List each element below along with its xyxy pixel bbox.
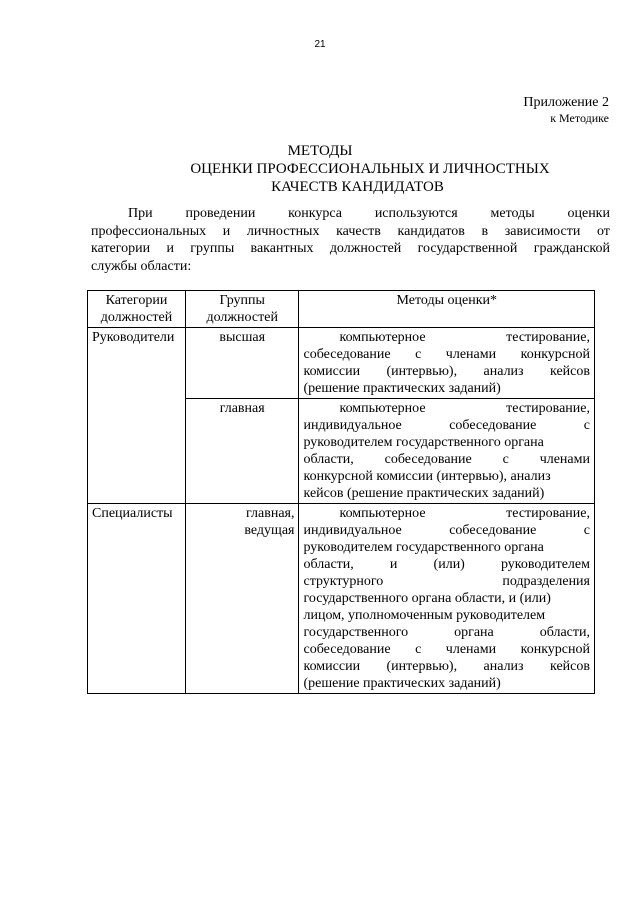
word: собеседование — [303, 347, 391, 362]
word: с — [502, 452, 509, 467]
methods-line — [303, 346, 590, 363]
word: тестирование, — [506, 330, 590, 345]
word: компьютерное — [339, 330, 426, 345]
word: конкурсной — [520, 347, 590, 362]
header-category-line-1: Категории — [105, 293, 168, 308]
word: комиссии — [303, 659, 361, 674]
methods-line — [303, 417, 590, 434]
word: членами — [445, 642, 497, 657]
methods-cell — [299, 399, 595, 504]
word: органа — [454, 625, 494, 640]
word: тестирование, — [506, 506, 590, 521]
word: вакантных — [250, 241, 314, 256]
word: с — [583, 523, 590, 538]
group-cell — [185, 504, 299, 694]
word: конкурса — [288, 206, 342, 221]
title-line-1: МЕТОДЫ — [287, 143, 353, 159]
methods-line — [303, 573, 590, 590]
word: должностей — [329, 241, 402, 256]
word: тестирование, — [506, 401, 590, 416]
word: и — [222, 223, 231, 239]
word: кейсов — [550, 364, 590, 379]
methods-cell — [299, 328, 595, 399]
page-number: 21 — [314, 39, 326, 50]
word: кейсов (решение практических заданий) — [303, 486, 545, 501]
methods-line — [303, 468, 590, 485]
word: конкурсной комиссии (интервью), анализ — [303, 469, 551, 484]
word: с — [415, 642, 422, 657]
word: компьютерное — [339, 506, 426, 521]
methods-line — [303, 400, 590, 417]
header-category — [88, 291, 186, 328]
word: методы — [490, 206, 535, 221]
word: (интервью), — [386, 364, 458, 379]
word: собеседование — [449, 418, 537, 433]
intro-line — [91, 240, 610, 258]
title-line-3: КАЧЕСТВ КАНДИДАТОВ — [271, 179, 444, 195]
methods-line — [303, 380, 590, 397]
word: анализ — [483, 659, 524, 674]
category-cell: Специалисты — [88, 504, 186, 694]
word: категории — [91, 241, 151, 256]
word: индивидуальное — [303, 418, 402, 433]
word: руководителем государственного органа — [303, 540, 544, 555]
word: руководителем государственного органа — [303, 435, 544, 450]
document-title — [0, 142, 640, 196]
methods-line — [303, 539, 590, 556]
word: группы — [190, 241, 235, 256]
intro-line — [91, 223, 610, 241]
word: области, — [303, 557, 354, 572]
methods-line — [303, 329, 590, 346]
header-group — [185, 291, 299, 328]
header-group-line-1: Группы — [219, 293, 265, 308]
word: собеседование — [449, 523, 537, 538]
methods-line — [303, 675, 590, 692]
word: зависимости — [504, 223, 581, 239]
methods-line — [303, 522, 590, 539]
word: членами — [539, 452, 590, 467]
word: собеседование — [384, 452, 472, 467]
intro-line — [91, 258, 610, 276]
methods-line — [303, 556, 590, 573]
word: и — [389, 557, 398, 572]
appendix-line-1: Приложение 2 — [523, 95, 609, 110]
word: индивидуальное — [303, 523, 402, 538]
word: (решение практических заданий) — [303, 676, 501, 691]
word: государственной — [417, 241, 518, 256]
methods-line — [303, 590, 590, 607]
word: собеседование — [303, 642, 391, 657]
group-line-2: ведущая — [244, 523, 295, 538]
methods-line — [303, 363, 590, 380]
appendix-note — [523, 94, 609, 126]
word: кейсов — [550, 659, 590, 674]
category-cell: Руководители — [88, 328, 186, 504]
methods-line — [303, 641, 590, 658]
word: руководителем — [500, 557, 590, 572]
word: подразделения — [502, 574, 590, 589]
word: и — [166, 241, 174, 256]
methods-line — [303, 434, 590, 451]
word: качеств — [336, 223, 381, 239]
word: государственного — [303, 625, 409, 640]
methods-line — [303, 451, 590, 468]
word: (или) — [433, 557, 465, 572]
word: проведении — [185, 206, 256, 221]
word: оценки — [567, 206, 610, 221]
intro-line — [91, 205, 610, 223]
table-row — [88, 328, 595, 399]
methods-line — [303, 485, 590, 502]
word: лицом, уполномоченным руководителем — [303, 608, 546, 623]
word: используются — [374, 206, 458, 221]
table-row — [88, 504, 595, 694]
word: комиссии — [303, 364, 361, 379]
word: с — [583, 418, 590, 433]
header-category-line-2: должностей — [100, 310, 173, 325]
methods-line — [303, 658, 590, 675]
appendix-line-2: к Методике — [550, 111, 609, 125]
word: области, — [303, 452, 354, 467]
methods-line — [303, 607, 590, 624]
word: от — [596, 223, 610, 239]
word: структурного — [303, 574, 384, 589]
word: членами — [445, 347, 497, 362]
group-line-1: главная, — [245, 506, 295, 521]
word: анализ — [483, 364, 524, 379]
word: личностных — [246, 223, 320, 239]
word: конкурсной — [520, 642, 590, 657]
word: области, — [539, 625, 590, 640]
word: гражданской — [533, 241, 610, 256]
methods-line — [303, 505, 590, 522]
header-methods: Методы оценки* — [299, 291, 595, 328]
word: кандидатов — [397, 223, 465, 239]
group-cell: высшая — [185, 328, 299, 399]
word: компьютерное — [339, 401, 426, 416]
word: службы области: — [91, 258, 192, 274]
methods-cell — [299, 504, 595, 694]
header-group-line-2: должностей — [206, 310, 278, 325]
word: в — [481, 223, 489, 239]
word: При — [128, 206, 153, 221]
table-header-row — [88, 291, 595, 328]
word: профессиональных — [91, 223, 207, 239]
word: с — [415, 347, 422, 362]
methods-table — [87, 290, 595, 694]
word: (решение практических заданий) — [303, 381, 501, 396]
group-cell: главная — [185, 399, 299, 504]
title-line-2: ОЦЕНКИ ПРОФЕССИОНАЛЬНЫХ И ЛИЧНОСТНЫХ — [190, 161, 550, 177]
intro-paragraph — [91, 205, 610, 275]
word: (интервью), — [386, 659, 458, 674]
methods-line — [303, 624, 590, 641]
word: государственного органа области, и (или) — [303, 591, 551, 606]
